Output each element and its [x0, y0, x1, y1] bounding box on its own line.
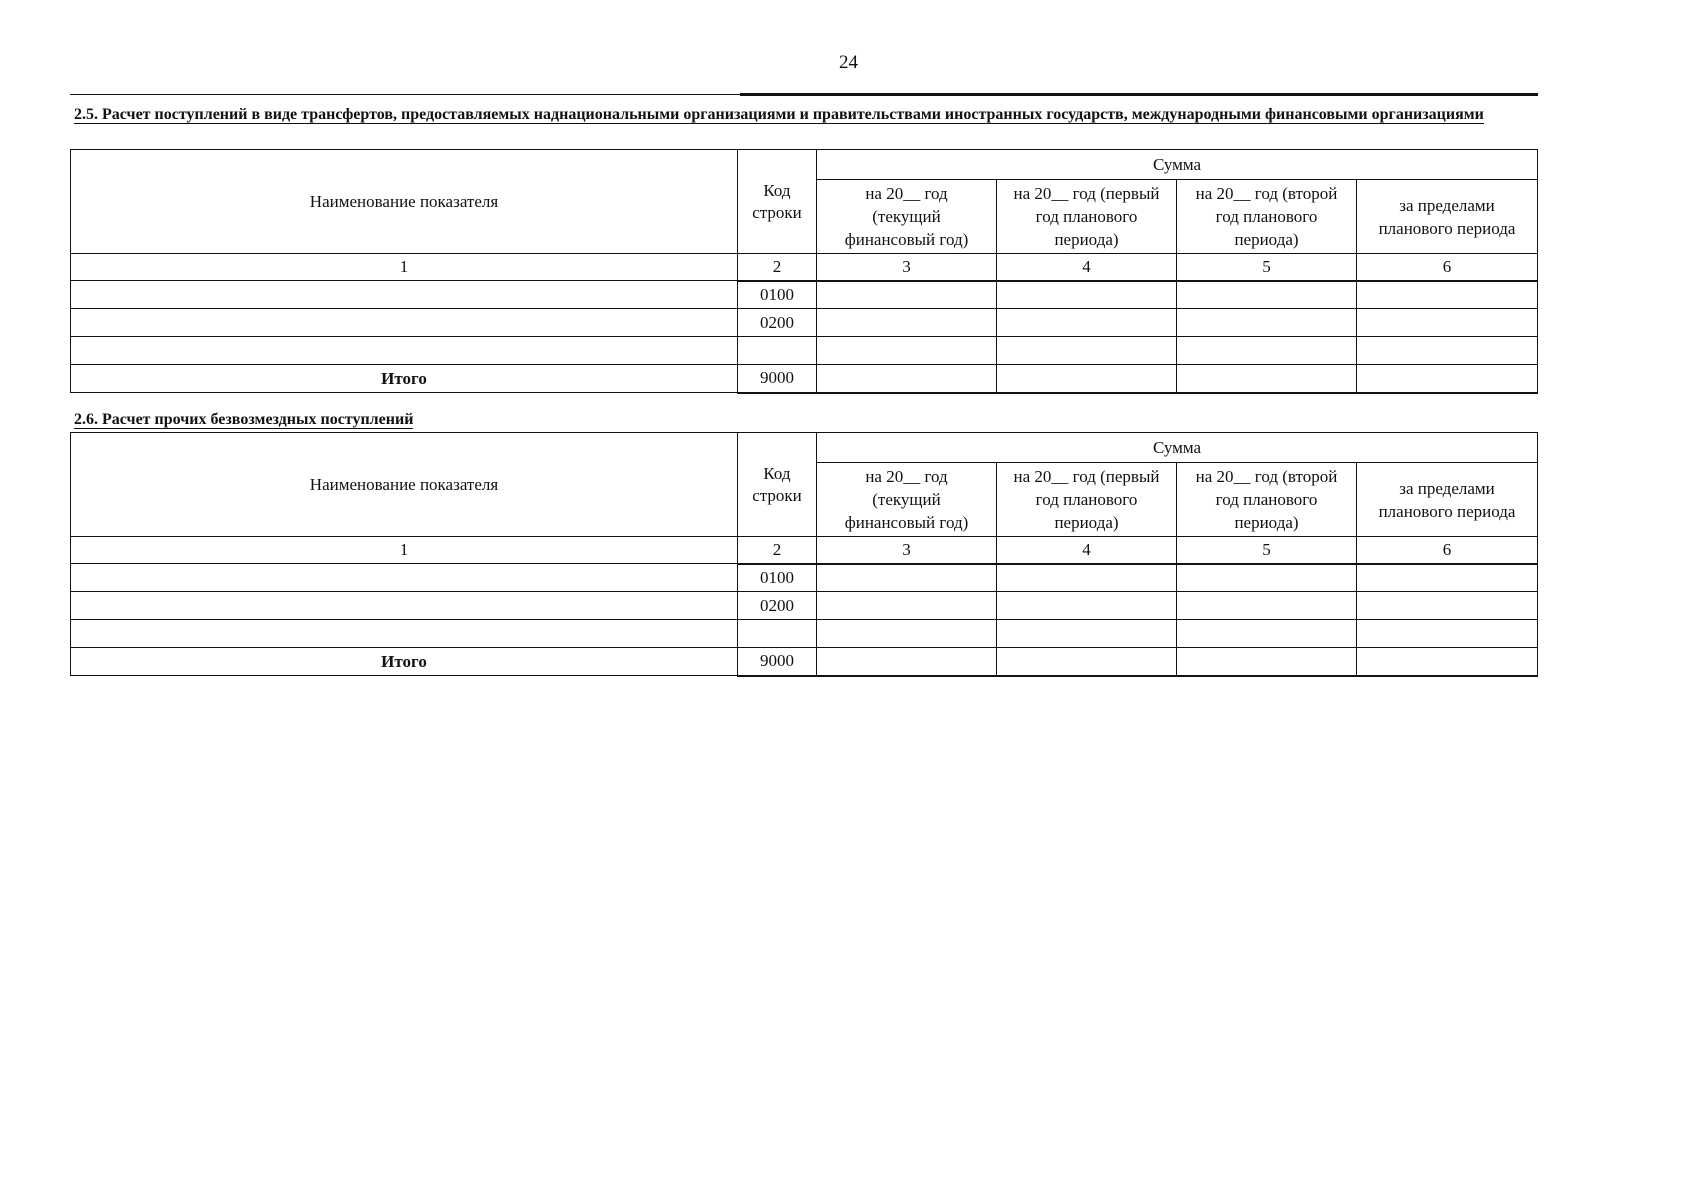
table-row	[71, 281, 1538, 309]
table-row	[71, 309, 1538, 337]
transfers-table	[70, 149, 1538, 394]
column-number-2: 2	[738, 537, 817, 564]
row-code: 0200	[738, 309, 817, 337]
column-number-2: 2	[738, 254, 817, 281]
value-cell[interactable]	[997, 564, 1177, 592]
table-row	[71, 620, 1538, 648]
header-col6: за пределами планового периода	[1357, 180, 1538, 254]
value-cell[interactable]	[997, 592, 1177, 620]
value-cell[interactable]	[1177, 592, 1357, 620]
value-cell[interactable]	[997, 337, 1177, 365]
total-label: Итого	[71, 365, 738, 393]
row-name-cell[interactable]	[71, 309, 738, 337]
row-code: 0200	[738, 592, 817, 620]
total-value-cell[interactable]	[1177, 648, 1357, 676]
section-title-2-6: 2.6. Расчет прочих безвозмездных поступлений	[74, 411, 414, 428]
row-code	[738, 337, 817, 365]
header-col6: за пределами планового периода	[1357, 463, 1538, 537]
value-cell[interactable]	[1357, 564, 1538, 592]
header-col5: на 20__ год (второй год планового периода)	[1177, 180, 1357, 254]
value-cell[interactable]	[1177, 281, 1357, 309]
table-row	[71, 592, 1538, 620]
row-name-cell[interactable]	[71, 337, 738, 365]
column-number-6: 6	[1357, 537, 1538, 564]
header-col3: на 20__ год (текущий финансовый год)	[817, 463, 997, 537]
header-code: Код строки	[738, 433, 817, 537]
value-cell[interactable]	[817, 309, 997, 337]
value-cell[interactable]	[1357, 281, 1538, 309]
value-cell[interactable]	[1357, 337, 1538, 365]
table-row	[71, 564, 1538, 592]
row-name-cell[interactable]	[71, 564, 738, 592]
value-cell[interactable]	[997, 620, 1177, 648]
header-col4: на 20__ год (первый год планового периода)	[997, 463, 1177, 537]
row-code	[738, 620, 817, 648]
row-name-cell[interactable]	[71, 620, 738, 648]
table-row	[71, 337, 1538, 365]
value-cell[interactable]	[997, 281, 1177, 309]
value-cell[interactable]	[817, 564, 997, 592]
header-col4: на 20__ год (первый год планового периода)	[997, 180, 1177, 254]
total-code: 9000	[738, 648, 817, 676]
row-name-cell[interactable]	[71, 281, 738, 309]
column-number-5: 5	[1177, 537, 1357, 564]
value-cell[interactable]	[1177, 309, 1357, 337]
other-receipts-table	[70, 432, 1538, 677]
value-cell[interactable]	[817, 337, 997, 365]
header-name: Наименование показателя	[71, 150, 738, 254]
total-label: Итого	[71, 648, 738, 676]
row-code: 0100	[738, 564, 817, 592]
total-code: 9000	[738, 365, 817, 393]
total-value-cell[interactable]	[817, 648, 997, 676]
value-cell[interactable]	[1177, 564, 1357, 592]
total-row	[71, 648, 1538, 676]
header-sum: Сумма	[817, 433, 1538, 463]
value-cell[interactable]	[1357, 309, 1538, 337]
row-code: 0100	[738, 281, 817, 309]
header-col5: на 20__ год (второй год планового периода)	[1177, 463, 1357, 537]
total-row	[71, 365, 1538, 393]
column-number-5: 5	[1177, 254, 1357, 281]
value-cell[interactable]	[817, 281, 997, 309]
total-value-cell[interactable]	[1357, 365, 1538, 393]
header-name: Наименование показателя	[71, 433, 738, 537]
value-cell[interactable]	[1357, 620, 1538, 648]
column-number-3: 3	[817, 254, 997, 281]
page-number: 24	[839, 52, 858, 73]
value-cell[interactable]	[1177, 337, 1357, 365]
column-number-1: 1	[71, 537, 738, 564]
value-cell[interactable]	[1357, 592, 1538, 620]
total-value-cell[interactable]	[997, 648, 1177, 676]
value-cell[interactable]	[817, 592, 997, 620]
section-title-2-5: 2.5. Расчет поступлений в виде трансфертов, предоставляемых наднациональными организациями и правительствами иностранных государств, международными финансовыми организациями	[74, 106, 1484, 123]
column-number-6: 6	[1357, 254, 1538, 281]
value-cell[interactable]	[817, 620, 997, 648]
total-value-cell[interactable]	[1177, 365, 1357, 393]
header-sum: Сумма	[817, 150, 1538, 180]
column-number-3: 3	[817, 537, 997, 564]
value-cell[interactable]	[1177, 620, 1357, 648]
column-number-4: 4	[997, 254, 1177, 281]
row-name-cell[interactable]	[71, 592, 738, 620]
header-col3: на 20__ год (текущий финансовый год)	[817, 180, 997, 254]
total-value-cell[interactable]	[817, 365, 997, 393]
top-rule	[70, 94, 1538, 95]
column-number-4: 4	[997, 537, 1177, 564]
total-value-cell[interactable]	[1357, 648, 1538, 676]
column-number-1: 1	[71, 254, 738, 281]
total-value-cell[interactable]	[997, 365, 1177, 393]
header-code: Код строки	[738, 150, 817, 254]
value-cell[interactable]	[997, 309, 1177, 337]
